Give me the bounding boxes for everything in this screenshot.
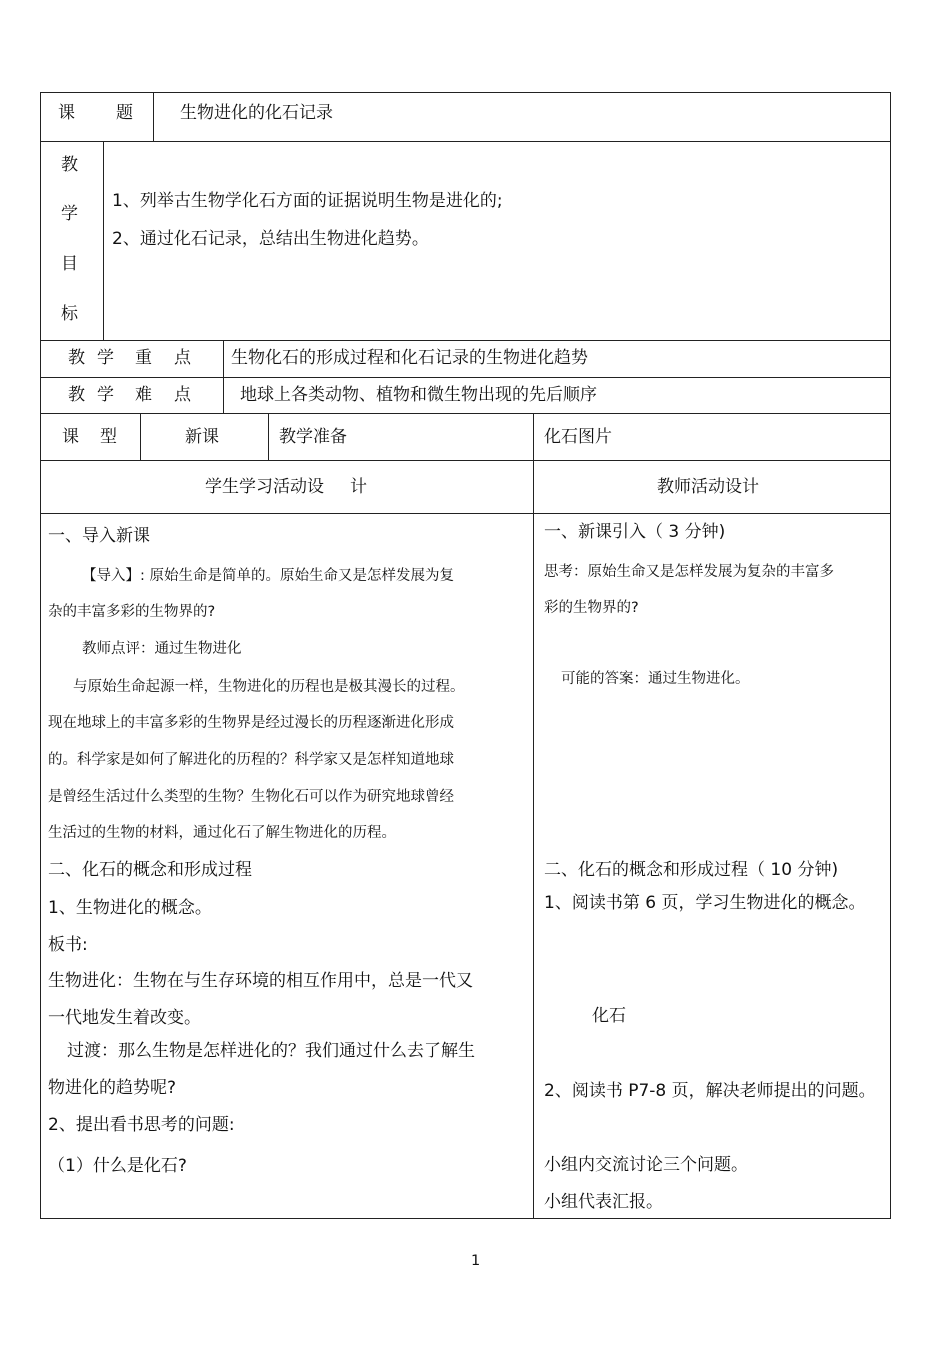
teacher-text-line: 思考：原始生命又是怎样发展为复杂的丰富多 [544,564,834,580]
row-divider [40,141,891,142]
key-points-label-char: 重 [135,348,152,368]
topic-value: 生物进化的化石记录 [180,103,333,123]
lesson-type-label-char: 型 [100,427,117,447]
student-text-line: 【导入】: 原始生命是简单的。原始生命又是怎样发展为复 [82,568,454,584]
teacher-section-title: 一、新课引入（ 3 分钟) [544,522,726,542]
row-divider [40,377,891,378]
student-text-line: 一代地发生着改变。 [48,1008,201,1028]
objectives-label-char: 标 [61,304,78,324]
col-divider [268,413,269,461]
teacher-text-line: 2、阅读书 P7-8 页，解决老师提出的问题。 [544,1081,876,1101]
student-text-line: 教师点评：通过生物进化 [82,641,242,657]
row-divider [40,340,891,341]
objectives-label-char: 目 [61,254,78,274]
student-text-line: 过渡：那么生物是怎样进化的？我们通过什么去了解生 [67,1041,475,1061]
student-text-line: 生物进化：生物在与生存环境的相互作用中，总是一代又 [48,971,473,991]
teacher-column-header: 教师活动设计 [657,477,759,497]
topic-label-1: 课 [58,103,75,123]
teacher-text-line: 化石 [592,1006,626,1026]
col-divider [103,141,104,341]
col-divider [140,413,141,461]
student-text-line: 物进化的趋势呢? [48,1078,177,1098]
objective-item: 2、通过化石记录，总结出生物进化趋势。 [112,229,429,249]
teacher-text-line: 小组代表汇报。 [544,1192,663,1212]
row-divider [40,460,891,461]
student-column-header-end: 计 [350,477,367,497]
student-text-line: 是曾经生活过什么类型的生物？生物化石可以作为研究地球曾经 [48,789,454,805]
student-section-title: 二、化石的概念和形成过程 [48,860,252,880]
difficulties-value: 地球上各类动物、植物和微生物出现的先后顺序 [240,385,597,405]
student-text-line: 1、生物进化的概念。 [48,898,212,918]
col-divider [223,340,224,414]
student-text-line: 与原始生命起源一样，生物进化的历程也是极其漫长的过程。 [73,679,465,695]
student-column-header: 学生学习活动设 [205,477,324,497]
teacher-section-title: 二、化石的概念和形成过程（ 10 分钟) [544,860,839,880]
page-number: 1 [471,1253,481,1269]
student-text-line: 现在地球上的丰富多彩的生物界是经过漫长的历程逐渐进化形成 [48,715,454,731]
student-text-line: （1）什么是化石? [48,1156,187,1176]
teacher-text-line: 1、阅读书第 6 页，学习生物进化的概念。 [544,893,866,913]
student-text-line: 杂的丰富多彩的生物界的? [48,604,216,620]
objectives-label-char: 学 [61,204,78,224]
lesson-type-value: 新课 [185,427,219,447]
teacher-text-line: 小组内交流讨论三个问题。 [544,1155,748,1175]
topic-label-2: 题 [116,103,133,123]
col-divider [533,413,534,1219]
key-points-label-char: 教 [68,348,85,368]
student-text-line: 的。科学家是如何了解进化的历程的？科学家又是怎样知道地球 [48,752,454,768]
student-section-title: 一、导入新课 [48,526,150,546]
row-divider [40,413,891,414]
objective-item: 1、列举古生物学化石方面的证据说明生物是进化的; [112,191,503,211]
table-border-right [890,92,891,1219]
difficulties-label-char: 学 [97,385,114,405]
student-text-line: 2、提出看书思考的问题: [48,1115,235,1135]
table-border-left [40,92,41,1219]
table-border-bottom [40,1218,891,1219]
difficulties-label-char: 教 [68,385,85,405]
key-points-label-char: 学 [97,348,114,368]
difficulties-label-char: 难 [135,385,152,405]
prep-label: 教学准备 [279,427,347,447]
key-points-label-char: 点 [174,348,191,368]
table-border-top [40,92,891,93]
key-points-value: 生物化石的形成过程和化石记录的生物进化趋势 [231,348,588,368]
teacher-text-line: 可能的答案：通过生物进化。 [561,671,750,687]
student-text-line: 板书: [48,935,88,955]
lesson-type-label-char: 课 [62,427,79,447]
prep-value: 化石图片 [544,427,612,447]
teacher-text-line: 彩的生物界的? [544,600,639,616]
student-text-line: 生活过的生物的材料，通过化石了解生物进化的历程。 [48,825,396,841]
objectives-label-char: 教 [61,155,78,175]
difficulties-label-char: 点 [174,385,191,405]
col-divider [153,92,154,142]
row-divider [40,513,891,514]
